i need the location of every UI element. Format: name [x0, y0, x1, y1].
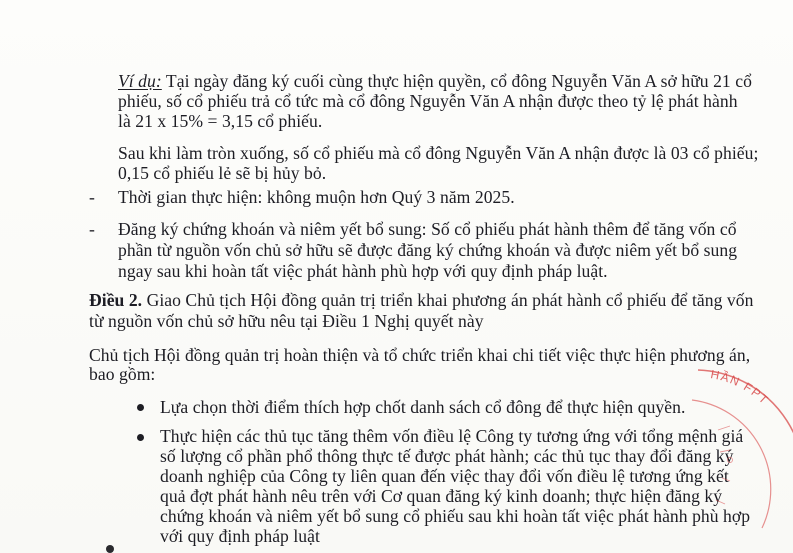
bullet-dot	[137, 404, 144, 411]
dash-marker: -	[89, 187, 95, 207]
article2-line-1	[89, 290, 753, 310]
listing-line-2: phần từ nguồn vốn chủ sở hữu sẽ được đăng ký chứng khoán và được niêm yết bổ sung	[118, 240, 738, 260]
bullet-dot	[137, 434, 144, 441]
bullet-2-line-4: quả đợt phát hành nêu trên với Cơ quan đăng ký kinh doanh; thực hiện đăng ký	[160, 486, 723, 506]
timeline-line: Thời gian thực hiện: không muộn hơn Quý 3 năm 2025.	[118, 187, 515, 207]
rounding-line-2: 0,15 cổ phiếu lẻ sẽ bị hủy bỏ.	[118, 163, 327, 183]
listing-line-3: ngay sau khi hoàn tất việc phát hành phù hợp với quy định pháp luật.	[118, 261, 608, 281]
rounding-line-1: Sau khi làm tròn xuống, số cổ phiếu mà cổ đông Nguyễn Văn A nhận được là 03 cổ phiếu;	[118, 143, 759, 163]
svg-text:HẦN FPT: HẦN FPT	[709, 367, 772, 408]
example-line-3: là 21 x 15% = 3,15 cổ phiếu.	[118, 111, 323, 131]
article2-line-1-text: Giao Chủ tịch Hội đồng quản trị triển khai phương án phát hành cổ phiếu để tăng vốn	[142, 290, 754, 310]
bullet-2-line-2: số lượng cổ phần phổ thông thực tế được phát hành; các thủ tục thay đổi đăng ký	[160, 446, 734, 466]
bullet-2-line-3: doanh nghiệp của Công ty liên quan đến việc thay đổi vốn điều lệ tương ứng kết	[160, 466, 729, 486]
bullet-2-line-5: chứng khoán và niêm yết bổ sung cổ phiếu sau khi hoàn tất việc phát hành phù hợp	[160, 506, 751, 526]
article2-heading: Điều 2.	[89, 290, 143, 310]
bullet-1-line-1: Lựa chọn thời điểm thích hợp chốt danh sách cổ đông để thực hiện quyền.	[160, 397, 686, 417]
bullet-2-line-6: với quy định pháp luật	[160, 526, 320, 546]
example-line-1-text: Tại ngày đăng ký cuối cùng thực hiện quyền, cổ đông Nguyễn Văn A sở hữu 21 cổ	[161, 71, 752, 91]
article2-line-2: từ nguồn vốn chủ sở hữu nêu tại Điều 1 Nghị quyết này	[89, 311, 484, 331]
bullet-2-line-1: Thực hiện các thủ tục tăng thêm vốn điều lệ Công ty tương ứng với tổng mệnh giá	[160, 426, 744, 446]
dash-marker: -	[89, 219, 95, 239]
listing-line-1: Đăng ký chứng khoán và niêm yết bổ sung: Số cổ phiếu phát hành thêm để tăng vốn cổ	[118, 219, 737, 239]
chairman-line-2: bao gồm:	[89, 364, 156, 384]
chairman-line-1: Chủ tịch Hội đồng quản trị hoàn thiện và tổ chức triển khai chi tiết việc thực hiện phương án,	[89, 345, 751, 365]
example-line-2: phiếu, số cổ phiếu trả cổ tức mà cổ đông Nguyễn Văn A nhận được theo tỷ lệ phát hành	[118, 91, 738, 111]
bullet-dot-partial	[106, 545, 114, 553]
example-line-1	[118, 71, 752, 91]
example-label: Ví dụ:	[118, 71, 162, 91]
